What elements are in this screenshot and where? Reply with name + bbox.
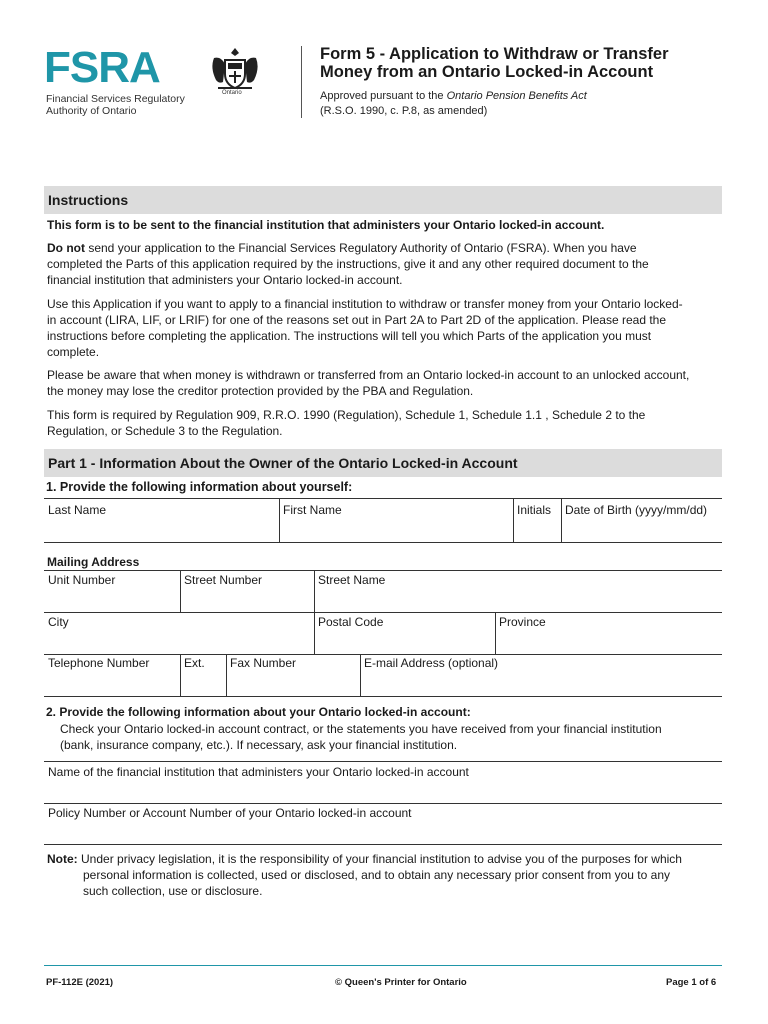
crest-label: Ontario xyxy=(222,90,242,96)
approved-line-2: (R.S.O. 1990, c. P.8, as amended) xyxy=(320,105,488,117)
page-number: Page 1 of 6 xyxy=(666,977,717,988)
table-border xyxy=(44,696,722,697)
street-number-label: Street Number xyxy=(184,573,263,587)
initials-label: Initials xyxy=(517,503,552,517)
p5-line-1: This form is required by Regulation 909, R.R.O. 1990 (Regulation), Schedule 1, Schedule 1.1 , Schedule 2 to the xyxy=(47,408,646,422)
city-field[interactable] xyxy=(44,630,313,653)
question-2-help xyxy=(60,721,720,753)
question-1: 1. Provide the following information about yourself: xyxy=(46,480,353,494)
fax-field[interactable] xyxy=(227,672,359,695)
q2-help-line-1: Check your Ontario locked-in account contract, or the statements you have received from your financial institution xyxy=(60,722,662,736)
unit-number-field[interactable] xyxy=(44,588,179,611)
privacy-note xyxy=(47,851,723,899)
copyright: © Queen's Printer for Ontario xyxy=(335,977,467,988)
table-border xyxy=(44,570,722,571)
table-border xyxy=(44,498,722,499)
instructions-p2 xyxy=(47,240,723,288)
part1-heading: Part 1 - Information About the Owner of the Ontario Locked-in Account xyxy=(44,449,722,477)
telephone-field[interactable] xyxy=(44,672,179,695)
note-line-3: such collection, use or disclosure. xyxy=(83,884,263,898)
p4-line-2: the money may lose the creditor protection provided by the PBA and Regulation. xyxy=(47,384,474,398)
first-name-field[interactable] xyxy=(280,518,512,541)
p3-line-1: Use this Application if you want to apply to a financial institution to withdraw or transfer money from your Ontario locked- xyxy=(47,297,683,311)
city-label: City xyxy=(48,615,69,629)
note-line-1: Under privacy legislation, it is the responsibility of your financial institution to advise you of the purposes for which xyxy=(77,852,682,866)
approved-statement xyxy=(320,89,587,119)
p2-line-3: financial institution that administers your Ontario locked-in account. xyxy=(47,273,403,287)
province-field[interactable] xyxy=(496,630,722,653)
first-name-label: First Name xyxy=(283,503,342,517)
telephone-label: Telephone Number xyxy=(48,656,150,670)
logo-sub-line-2: Authority of Ontario xyxy=(46,105,137,117)
p3-line-2: in account (LIRA, LIF, or LRIF) for one of the reasons set out in Part 2A to Part 2D of the application. Please read the xyxy=(47,313,667,327)
table-border xyxy=(44,542,722,543)
initials-field[interactable] xyxy=(514,518,560,541)
postal-code-field[interactable] xyxy=(315,630,494,653)
table-border xyxy=(44,844,722,845)
fi-name-label: Name of the financial institution that administers your Ontario locked-in account xyxy=(48,765,469,779)
approved-act: Ontario Pension Benefits Act xyxy=(446,90,587,102)
logo-sub-line-1: Financial Services Regulatory xyxy=(46,93,185,105)
note-line-2: personal information is collected, used or disclosed, and to obtain any necessary prior consent from you to any xyxy=(83,868,670,882)
question-2: 2. Provide the following information about your Ontario locked-in account: xyxy=(46,705,471,719)
table-border xyxy=(44,761,722,762)
form-title-line-2: Money from an Ontario Locked-in Account xyxy=(320,63,654,81)
instructions-p3 xyxy=(47,296,723,360)
do-not-label: Do not xyxy=(47,241,85,255)
email-field[interactable] xyxy=(361,672,722,695)
instructions-p4 xyxy=(47,367,723,399)
email-label: E-mail Address (optional) xyxy=(364,656,499,670)
form-title xyxy=(320,45,740,81)
header-divider xyxy=(301,46,302,118)
p5-line-2: Regulation, or Schedule 3 to the Regulation. xyxy=(47,424,283,438)
p4-line-1: Please be aware that when money is withdrawn or transferred from an Ontario locked-in account to an unlocked account, xyxy=(47,368,690,382)
form-title-line-1: Form 5 - Application to Withdraw or Transfer xyxy=(320,45,669,63)
p3-line-4: complete. xyxy=(47,345,100,359)
note-label: Note: xyxy=(47,852,78,866)
fsra-logo-subtitle xyxy=(46,93,185,117)
footer-divider xyxy=(44,965,722,966)
last-name-label: Last Name xyxy=(48,503,107,517)
p2-line-2: completed the Parts of this application required by the instructions, give it and any other required document to the xyxy=(47,257,649,271)
table-border xyxy=(44,612,722,613)
street-name-field[interactable] xyxy=(315,588,722,611)
street-name-label: Street Name xyxy=(318,573,386,587)
dob-label: Date of Birth (yyyy/mm/dd) xyxy=(565,503,708,517)
table-border xyxy=(44,803,722,804)
form-id: PF-112E (2021) xyxy=(46,977,114,988)
approved-prefix: Approved pursuant to the xyxy=(320,90,447,102)
policy-number-label: Policy Number or Account Number of your Ontario locked-in account xyxy=(48,806,412,820)
p2-line-1: send your application to the Financial Services Regulatory Authority of Ontario (FSRA). When you have xyxy=(85,241,637,255)
dob-field[interactable] xyxy=(562,518,722,541)
province-label: Province xyxy=(499,615,546,629)
instructions-p1: This form is to be sent to the financial institution that administers your Ontario locked-in account. xyxy=(47,218,605,232)
table-border xyxy=(44,654,722,655)
last-name-field[interactable] xyxy=(44,518,278,541)
q2-help-line-2: (bank, insurance company, etc.). If necessary, ask your financial institution. xyxy=(60,738,458,752)
ext-label: Ext. xyxy=(184,656,205,670)
ext-field[interactable] xyxy=(181,672,225,695)
instructions-heading: Instructions xyxy=(44,186,722,214)
p3-line-3: instructions before completing the application. The instructions will tell you which Parts of the application you must xyxy=(47,329,652,343)
mailing-address-label: Mailing Address xyxy=(47,555,140,569)
fsra-logo: FSRA xyxy=(44,43,160,92)
fax-label: Fax Number xyxy=(230,656,297,670)
fi-name-field[interactable] xyxy=(44,780,722,802)
policy-number-field[interactable] xyxy=(44,821,722,843)
instructions-p5 xyxy=(47,407,723,439)
postal-code-label: Postal Code xyxy=(318,615,384,629)
unit-number-label: Unit Number xyxy=(48,573,116,587)
street-number-field[interactable] xyxy=(181,588,313,611)
